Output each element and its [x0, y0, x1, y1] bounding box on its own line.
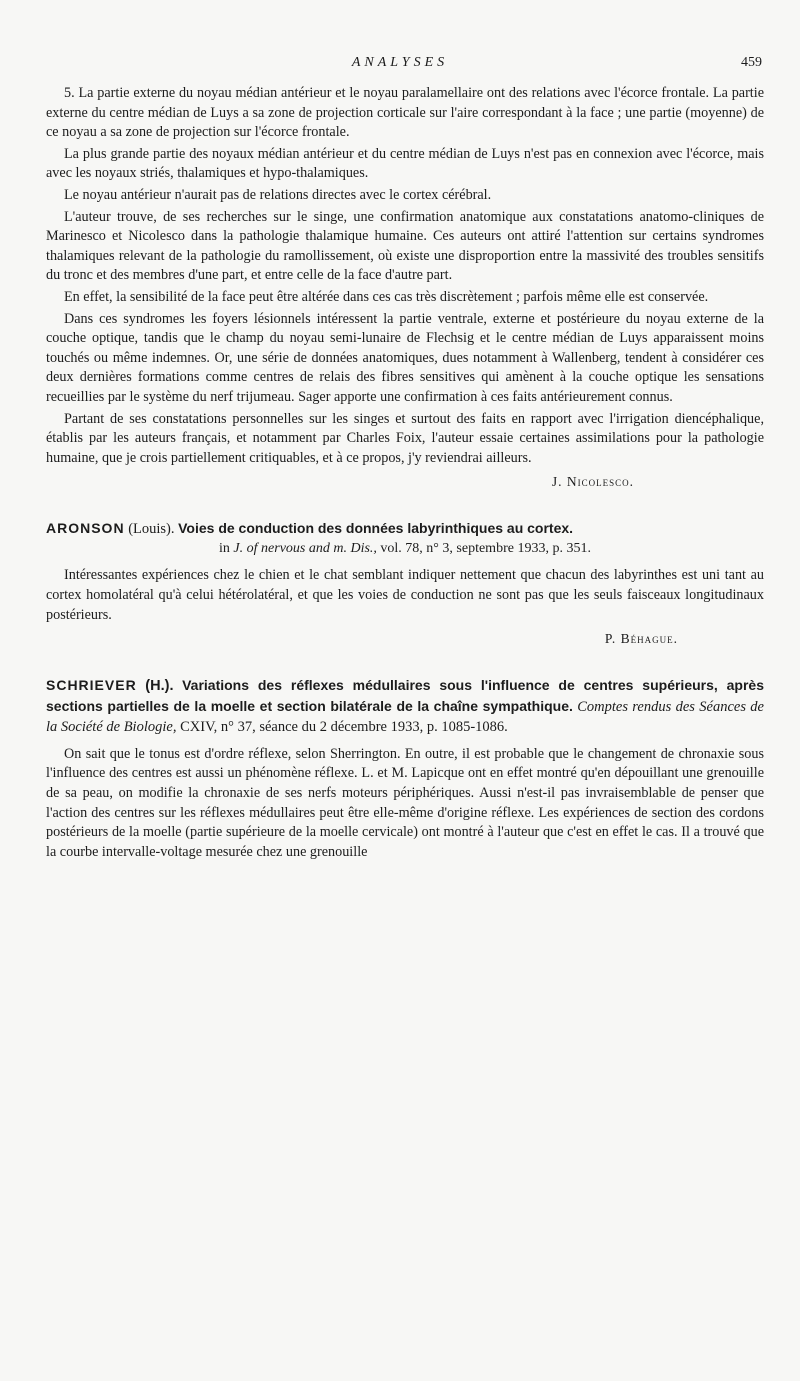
paragraph: Dans ces syndromes les foyers lésionnels intéressent la partie ventrale, externe et postérieure du noyau externe de la couche optique, tandis que le champ du noyau semi-lunaire de Flechsig et le centre médian de Luys apparaissent moins touchés ou même indemnes. Or, une série de données anatomiques, dues notamment à Wallenberg, tendent à considérer ces deux dernières formations comme centres de relais des fibres sensitives qui amènent à la couche optique les sensations recueillies par le système du nerf trijumeau. Sager apporte une confirmation à ces faits antérieurement connus.: [46, 310, 764, 405]
paragraph: En effet, la sensibilité de la face peut être altérée dans ces cas très discrètement ; parfois même elle est conservée.: [64, 288, 709, 305]
schriever-review: [46, 675, 764, 863]
entry-heading: [46, 518, 764, 539]
citation-details: vol. 78, n° 3, septembre 1933, p. 351.: [380, 540, 591, 556]
author-surname: SCHRIEVER: [46, 676, 137, 693]
citation-journal: J. of nervous and m. Dis.,: [233, 540, 377, 556]
author-firstname: (Louis).: [128, 520, 175, 537]
citation-details: CXIV, n° 37, séance du 2 décembre 1933, p. 1085-1086.: [180, 718, 508, 735]
citation-journal: Comptes rendus des Séances de la Société de Biologie,: [46, 698, 764, 735]
entry-citation: [46, 539, 764, 559]
page-number: 459: [741, 55, 762, 70]
paragraph: L'auteur trouve, de ses recherches sur le singe, une confirmation anatomique aux constatations anatomo-cliniques de Marinesco et Nicolesco dans la pathologie thalamique humaine. Ces auteurs ont attiré l'attention sur certains syndromes thalamiques relevant de la pathologie du ramollissement, où existe une disproportion entre la massivité des troubles sensitifs du tronc et des membres d'une part, et entre celle de la face d'autre part.: [46, 208, 764, 284]
running-header: [0, 55, 800, 77]
aronson-review: [46, 518, 764, 649]
nicolesco-review-continuation: [46, 84, 764, 492]
running-title: ANALYSES: [351, 55, 449, 70]
reviewer-signature: P. Béhague.: [604, 631, 678, 647]
paragraph: Intéressantes expériences chez le chien et le chat semblant indiquer nettement que chacun des labyrinthes est uni tant au cortex homolatéral qu'à celui hétérolatéral, et que les voies de conduction ne sont pas que les seuls faisceaux longitudinaux postérieurs.: [46, 567, 764, 623]
paragraph: La plus grande partie des noyaux médian antérieur et du centre médian de Luys n'est pas en connexion avec l'écorce, mais avec les noyaux striés, thalamiques et hypo-thalamiques.: [46, 145, 764, 182]
paragraph: 5. La partie externe du noyau médian antérieur et le noyau paralamellaire ont des relations avec l'écorce frontale. La partie externe du centre médian de Luys a sa zone de projection corticale sur l'aire correspondant à la face ; une partie (moyenne) de ce noyau a sa zone de projection sur l'écorce frontale.: [46, 85, 764, 141]
entry-heading: [46, 675, 764, 737]
reviewer-signature: J. Nicolesco.: [551, 474, 634, 490]
paragraph: Partant de ses constatations personnelles sur les singes et surtout des faits en rapport avec l'irrigation diencéphalique, établis par les auteurs français, et notamment par Charles Foix, l'auteur essaie certaines assimilations pour la pathologie humaine, que je crois partiellement critiquables, et à ce propos, j'y reviendrai ailleurs.: [46, 410, 764, 466]
citation-prefix: in: [219, 540, 230, 556]
paragraph: Le noyau antérieur n'aurait pas de relations directes avec le cortex cérébral.: [64, 186, 492, 203]
page-body: [46, 84, 764, 864]
author-surname: ARONSON: [46, 519, 125, 536]
entry-title: Voies de conduction des données labyrinthiques au cortex.: [178, 519, 574, 536]
entry-title: Variations des réflexes médullaires sous l'influence de centres supérieurs, après sections partielles de la moelle et section bilatérale de la chaîne sympathique.: [46, 676, 765, 714]
author-initial: (H.).: [145, 677, 174, 694]
paragraph: On sait que le tonus est d'ordre réflexe, selon Sherrington. En outre, il est probable que le changement de chronaxie sous l'influence des centres est aussi un phénomène réflexe. L. et M. Lapicque ont en effet montré qu'en dépouillant une grenouille de sa peau, on modifie la chronaxie de ses nerfs moteurs périphériques. Aussi n'est-il pas invraisemblable de penser que l'action des centres sur les réflexes médullaires peut être elle-même d'origine réflexe. Les expériences de section des cordons postérieurs de la moelle (partie supérieure de la moelle cervicale) ont montré à l'auteur que c'est en effet le cas. Il a trouvé que la courbe intervalle-voltage mesurée chez une grenouille: [46, 745, 764, 860]
